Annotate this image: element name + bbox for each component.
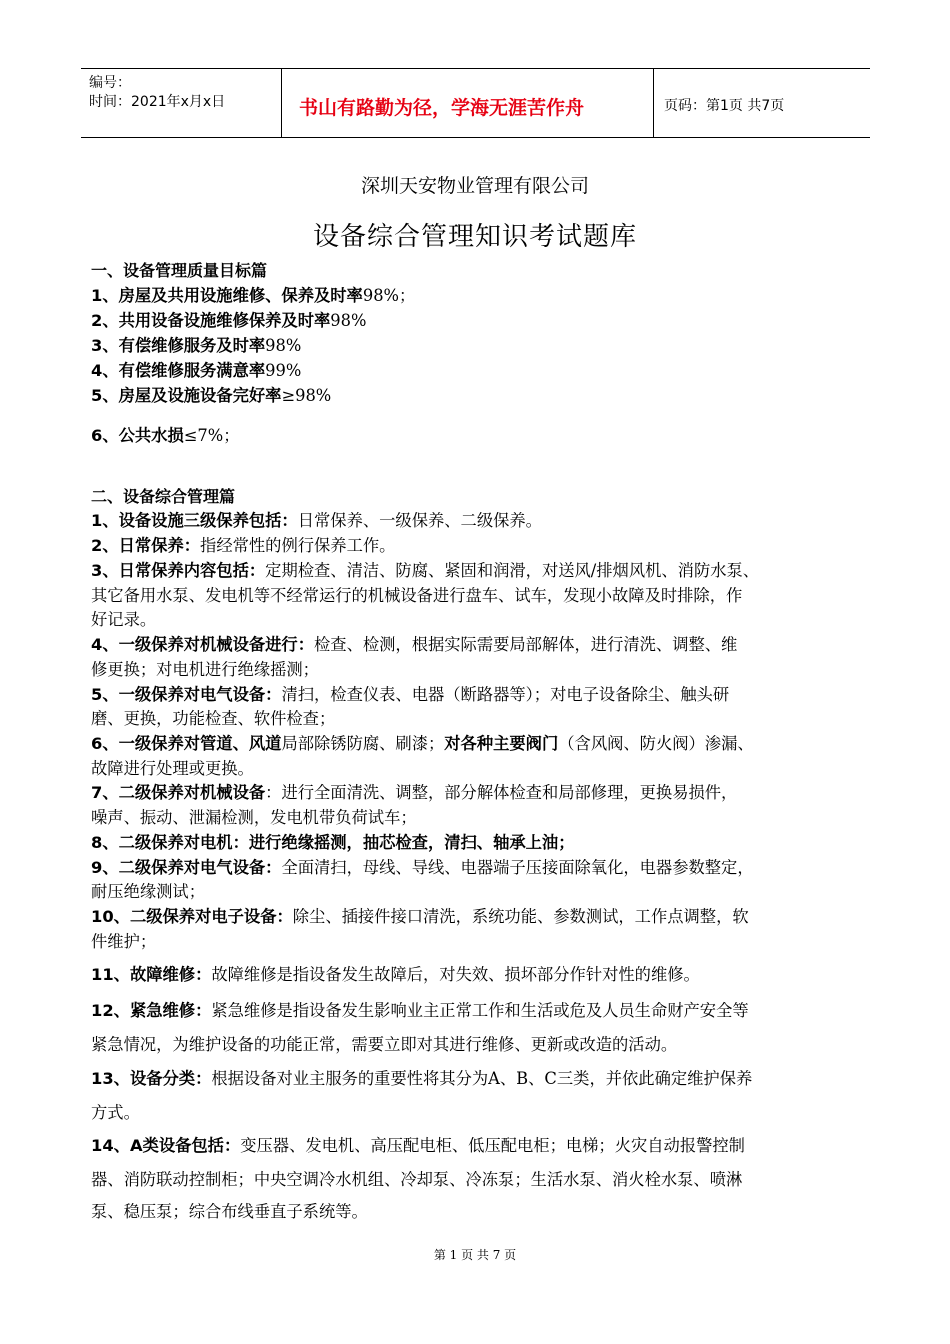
list-item: 4、有偿维修服务满意率99% — [91, 361, 302, 380]
list-item: 7、二级保养对机械设备：进行全面清洗、调整，部分解体检查和局部修理，更换易损件， — [91, 783, 738, 802]
list-item: 9、二级保养对电气设备：全面清扫，母线、导线、电器端子压接面除氧化，电器参数整定， — [91, 858, 754, 877]
motto-text: 书山有路勤为径，学海无涯苦作舟 — [299, 97, 585, 119]
company-name: 深圳天安物业管理有限公司 — [360, 175, 589, 197]
list-item-continued: 其它备用水泵、发电机等不经常运行的机械设备进行盘车、试车，发现小故障及时排除，作 — [91, 586, 743, 605]
list-item: 5、一级保养对电气设备：清扫，检查仪表、电器（断路器等）；对电子设备除尘、触头研 — [91, 685, 730, 704]
page-footer: 第 1 页 共 7 页 — [433, 1248, 517, 1262]
page-label: 页码：第1页 共7页 — [664, 98, 785, 114]
list-item: 14、A类设备包括：变压器、发电机、高压配电柜、低压配电柜；电梯；火灾自动报警控制 — [91, 1136, 745, 1155]
list-item: 2、共用设备设施维修保养及时率98% — [91, 311, 367, 330]
list-item-continued: 磨、更换，功能检查、软件检查； — [91, 709, 336, 728]
list-item-continued: 件维护； — [91, 932, 157, 951]
number-label: 编号： — [89, 75, 131, 91]
document-title: 设备综合管理知识考试题库 — [312, 222, 637, 252]
list-item: 2、日常保养：指经常性的例行保养工作。 — [91, 536, 396, 555]
list-item: 3、有偿维修服务及时率98% — [91, 336, 302, 355]
list-item-continued: 方式。 — [91, 1103, 140, 1122]
section-heading-2: 二、设备综合管理篇 — [91, 487, 236, 506]
section-heading-1: 一、设备管理质量目标篇 — [91, 261, 268, 280]
list-item-continued: 噪声、振动、泄漏检测，发电机带负荷试车； — [91, 808, 417, 827]
list-item: 6、公共水损≤7%； — [91, 426, 240, 445]
list-item: 5、房屋及设施设备完好率≥98% — [91, 386, 332, 405]
list-item-continued: 器、消防联动控制柜；中央空调冷水机组、冷却泵、冷冻泵；生活水泵、消火栓水泵、喷淋 — [91, 1170, 743, 1189]
list-item-continued: 故障进行处理或更换。 — [91, 759, 254, 778]
list-item: 12、紧急维修：紧急维修是指设备发生影响业主正常工作和生活或危及人员生命财产安全等 — [91, 1001, 749, 1020]
list-item: 1、设备设施三级保养包括：日常保养、一级保养、二级保养。 — [91, 511, 542, 530]
list-item-continued: 好记录。 — [91, 610, 157, 629]
list-item-continued: 泵、稳压泵；综合布线垂直子系统等。 — [91, 1202, 368, 1221]
page-header — [81, 68, 870, 138]
date-label: 时间：2021年x月x日 — [89, 94, 226, 110]
list-item: 13、设备分类：根据设备对业主服务的重要性将其分为A、B、C三类，并依此确定维护保养 — [91, 1069, 753, 1088]
header-page-info — [654, 69, 870, 137]
list-item-continued: 紧急情况，为维护设备的功能正常，需要立即对其进行维修、更新或改造的活动。 — [91, 1035, 678, 1054]
list-item: 11、故障维修：故障维修是指设备发生故障后，对失效、损坏部分作针对性的维修。 — [91, 965, 700, 984]
header-meta — [81, 69, 282, 137]
list-item: 3、日常保养内容包括：定期检查、清洁、防腐、紧固和润滑，对送风/排烟风机、消防水泵、 — [91, 561, 760, 580]
list-item: 10、二级保养对电子设备：除尘、插接件接口清洗，系统功能、参数测试，工作点调整，软 — [91, 907, 749, 926]
list-item: 4、一级保养对机械设备进行：检查、检测，根据实际需要局部解体，进行清洗、调整、维 — [91, 635, 738, 654]
list-item-continued: 修更换；对电机进行绝缘摇测； — [91, 660, 319, 679]
list-item: 8、二级保养对电机：进行绝缘摇测，抽芯检查，清扫、轴承上油； — [91, 833, 575, 852]
list-item: 1、房屋及共用设施维修、保养及时率98%； — [91, 286, 416, 305]
header-motto — [282, 69, 654, 137]
list-item-continued: 耐压绝缘测试； — [91, 882, 205, 901]
list-item: 6、一级保养对管道、风道局部除锈防腐、刷漆；对各种主要阀门（含风阀、防火阀）渗漏、 — [91, 734, 754, 753]
